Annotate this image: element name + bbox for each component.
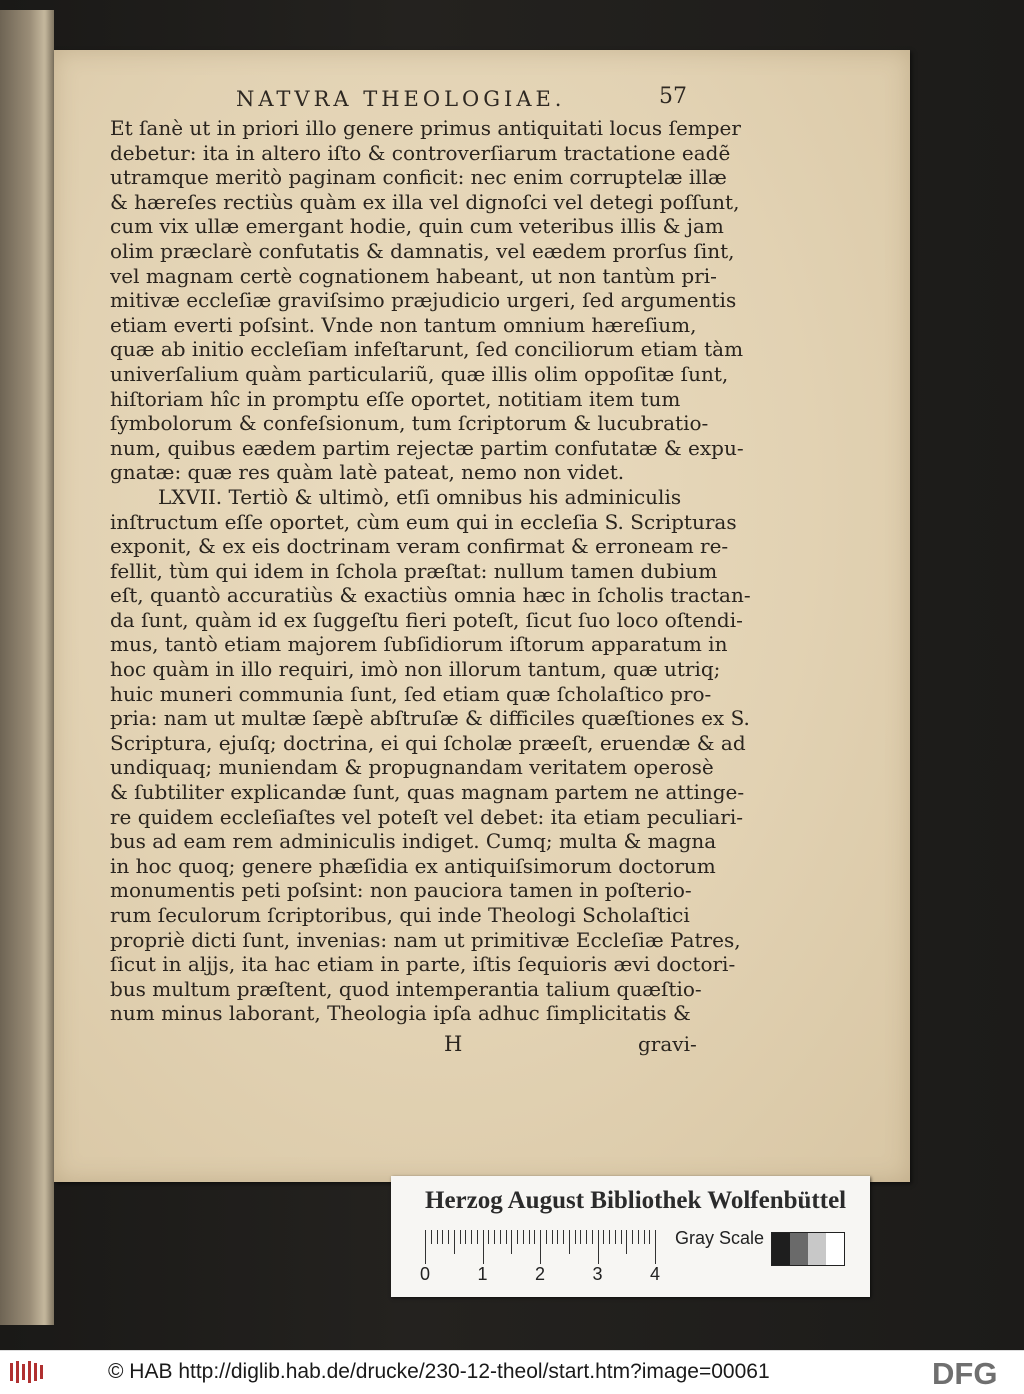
text-line: da ſunt, quàm id ex ſuggeſtu fieri poteſt, ſicut ſuo loco oſtendi- bbox=[110, 607, 743, 632]
text-line: bus multum præſtent, quod intemperantia talium quæſtio- bbox=[110, 976, 702, 1001]
ruler-tick bbox=[500, 1230, 501, 1244]
ruler-tick bbox=[609, 1230, 610, 1244]
text-line: hiſtoriam hîc in promptu eſſe oportet, notitiam item tum bbox=[110, 386, 681, 411]
text-line: vel magnam certè cognationem habeant, ut non tantùm pri- bbox=[110, 263, 717, 288]
ruler-tick bbox=[638, 1230, 639, 1244]
text-line: quæ ab initio eccleſiam infeſtarunt, ſed conciliorum etiam tàm bbox=[110, 337, 744, 362]
ruler-label: 4 bbox=[649, 1264, 660, 1284]
ruler-tick bbox=[471, 1230, 472, 1244]
ruler-tick bbox=[586, 1230, 587, 1244]
grayscale-swatch bbox=[772, 1233, 790, 1265]
text-line: fellit, tùm qui idem in ſchola præſtat: nullum tamen dubium bbox=[110, 558, 718, 583]
ruler-tick bbox=[615, 1230, 616, 1244]
text-line: mitivæ eccleſiæ graviſsimo præjudicio urgeri, ſed argumentis bbox=[110, 288, 737, 313]
text-line: inſtructum eſſe oportet, cùm eum qui in eccleſia S. Scripturas bbox=[110, 509, 737, 534]
grayscale-strip bbox=[771, 1232, 845, 1266]
ruler-tick bbox=[442, 1230, 443, 1244]
catchword: gravi- bbox=[638, 1032, 697, 1056]
ruler-tick bbox=[569, 1230, 570, 1254]
ruler-tick bbox=[529, 1230, 530, 1244]
hab-logo-icon bbox=[8, 1359, 48, 1385]
ruler-tick bbox=[626, 1230, 627, 1254]
ruler-tick bbox=[557, 1230, 558, 1244]
ruler-tick bbox=[644, 1230, 645, 1244]
ruler-tick bbox=[632, 1230, 633, 1244]
text-line: monumentis peti poſsint: non pauciora tamen in poſterio- bbox=[110, 878, 692, 903]
ruler-tick bbox=[603, 1230, 604, 1244]
ruler-tick bbox=[488, 1230, 489, 1244]
ruler-tick bbox=[494, 1230, 495, 1244]
text-line: bus ad eam rem adminiculis indiget. Cumq; multa & magna bbox=[110, 829, 717, 854]
text-line: undiquaq; muniendam & propugnandam veritatem operosè bbox=[110, 755, 714, 780]
ruler-tick bbox=[465, 1230, 466, 1244]
grayscale-label: Gray Scale bbox=[675, 1228, 765, 1248]
library-name: Herzog August Bibliothek Wolfenbüttel bbox=[425, 1187, 847, 1214]
ruler-tick bbox=[506, 1230, 507, 1244]
ruler-tick bbox=[483, 1230, 484, 1264]
text-line: eſt, quantò accuratiùs & exactiùs omnia hæc in ſcholis tractan- bbox=[110, 583, 751, 608]
ruler-tick bbox=[575, 1230, 576, 1244]
text-line: etiam everti poſsint. Vnde non tantum omnium hæreſium, bbox=[110, 312, 697, 337]
text-line: gnatæ: quæ res quàm latè pateat, nemo non videt. bbox=[110, 460, 625, 485]
grayscale-swatch bbox=[790, 1233, 808, 1265]
ruler-label: 3 bbox=[592, 1264, 603, 1284]
body-text bbox=[110, 116, 766, 1026]
ruler-tick bbox=[437, 1230, 438, 1244]
text-line: rum ſeculorum ſcriptoribus, qui inde Theologi Scholaſtici bbox=[110, 903, 690, 927]
page-number: 57 bbox=[659, 84, 687, 109]
text-line: pria: nam ut multæ ſæpè abſtruſæ & difficiles quæſtiones ex S. bbox=[110, 706, 750, 731]
ruler-tick bbox=[598, 1230, 599, 1264]
gutter-shadow bbox=[44, 10, 54, 1325]
ruler-tick bbox=[454, 1230, 455, 1254]
text-line: debetur: ita in altero iſto & controverſiarum tractatione eadẽ bbox=[110, 140, 731, 165]
ruler-tick bbox=[655, 1230, 656, 1264]
ruler-tick bbox=[448, 1230, 449, 1244]
text-line: Scriptura, ejuſq; doctrina, ei qui ſcholæ præeſt, eruendæ & ad bbox=[110, 730, 746, 755]
color-target-card bbox=[391, 1176, 870, 1297]
ruler-tick bbox=[511, 1230, 512, 1254]
ruler-tick bbox=[517, 1230, 518, 1244]
text-line: utramque meritò paginam conficit: nec enim corruptelæ illæ bbox=[110, 165, 727, 190]
ruler-tick bbox=[534, 1230, 535, 1244]
ruler-tick bbox=[546, 1230, 547, 1244]
dfg-logo-icon bbox=[930, 1355, 1016, 1389]
text-line: ſicut in aljjs, ita hac etiam in parte, iſtis ſequioris ævi doctori- bbox=[110, 952, 736, 977]
text-line: & ſubtiliter explicandæ ſunt, quas magnam partem ne attinge- bbox=[110, 780, 745, 805]
text-line: Et ſanè ut in priori illo genere primus antiquitati locus ſemper bbox=[110, 116, 741, 140]
ruler-tick bbox=[431, 1230, 432, 1244]
signature-mark: H bbox=[444, 1032, 463, 1056]
footer-bar bbox=[0, 1350, 1024, 1394]
text-line: hoc quàm in illo requiri, imò non illorum tantum, quæ utriq; bbox=[110, 657, 721, 682]
dfg-logo-text: DFG bbox=[932, 1356, 998, 1389]
text-line: & hæreſes rectiùs quàm ex illa vel dignoſci vel detegi poſſunt, bbox=[110, 189, 740, 214]
ruler-tick bbox=[592, 1230, 593, 1244]
running-head: NATVRA THEOLOGIAE. bbox=[236, 87, 566, 111]
text-line: re quidem eccleſiaſtes vel poteſt vel debet: ita etiam peculiari- bbox=[110, 804, 743, 829]
ruler-tick bbox=[523, 1230, 524, 1244]
ruler-tick bbox=[425, 1230, 426, 1264]
text-line: propriè dicti ſunt, invenias: nam ut primitivæ Eccleſiæ Patres, bbox=[110, 927, 741, 952]
ruler-tick bbox=[621, 1230, 622, 1244]
ruler-tick bbox=[563, 1230, 564, 1244]
ruler-tick bbox=[540, 1230, 541, 1264]
text-line: huic muneri communia ſunt, ſed etiam quæ ſcholaſtico pro- bbox=[110, 681, 712, 706]
grayscale-swatch bbox=[808, 1233, 826, 1265]
ruler-tick bbox=[580, 1230, 581, 1244]
ruler-tick bbox=[477, 1230, 478, 1244]
text-line: cum vix ullæ emergant hodie, quin cum veteribus illis & jam bbox=[110, 214, 724, 239]
footer-permalink[interactable]: © HAB http://diglib.hab.de/drucke/230-12-theol/start.htm?image=00061 bbox=[108, 1360, 770, 1383]
text-line: exponit, & ex eis doctrinam veram confirmat & erroneam re- bbox=[110, 534, 729, 559]
ruler-tick bbox=[649, 1230, 650, 1244]
book-page bbox=[54, 50, 910, 1182]
grayscale-swatch bbox=[826, 1233, 844, 1265]
ruler-tick bbox=[460, 1230, 461, 1244]
ruler-label: 2 bbox=[534, 1264, 545, 1284]
ruler-tick bbox=[552, 1230, 553, 1244]
text-line: univerſalium quàm particulariũ, quæ illis olim oppoſitæ ſunt, bbox=[110, 361, 729, 386]
text-line: LXVII. Tertiò & ultimò, etſi omnibus his adminiculis bbox=[158, 484, 682, 509]
text-line: ſymbolorum & confeſsionum, tum ſcriptorum & lucubratio- bbox=[110, 411, 709, 436]
text-line: mus, tantò etiam majorem ſubſidiorum iſtorum apparatum in bbox=[110, 632, 728, 657]
text-line: olim præclarè confutatis & damnatis, vel eædem prorſus ſint, bbox=[110, 238, 735, 263]
text-line: num, quibus eædem partim rejectæ partim confutatæ & expu- bbox=[110, 435, 744, 460]
scale-ruler bbox=[425, 1230, 665, 1264]
text-line: in hoc quoq; genere phæſidia ex antiquiſsimorum doctorum bbox=[110, 853, 716, 878]
ruler-label: 1 bbox=[477, 1264, 488, 1284]
text-line: num minus laborant, Theologia ipſa adhuc ſimplicitatis & bbox=[110, 1001, 691, 1026]
ruler-label: 0 bbox=[419, 1264, 430, 1284]
